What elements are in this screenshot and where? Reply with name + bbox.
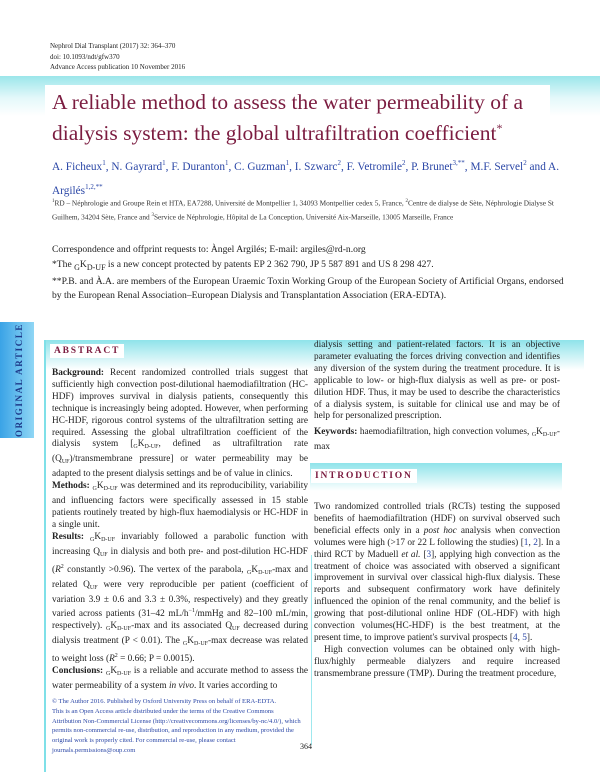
text-run: * <box>496 121 503 135</box>
journal-citation: Nephrol Dial Transplant (2017) 32: 364–370 <box>50 42 176 50</box>
text-run: et al. <box>401 549 421 560</box>
text-run: G <box>105 671 111 678</box>
text-run: UF <box>232 626 240 633</box>
intro-paragraph-1 <box>314 502 560 645</box>
text-run: Two randomized controlled trials (RCTs) testing the supposed benefits of haemodiafiltration (HDF) on survival observed such beneficial effects only in a <box>314 502 560 536</box>
text-run: Results: <box>52 531 85 542</box>
introduction-text <box>314 502 560 681</box>
text-run: , C. Guzman <box>228 160 286 173</box>
text-run: ], applying high convection as the treatment of choice was associated with observed a significant improvement in survival over classical high-flux dialysis. These reports and subsequent confirmatory work have definitely influenced the opinion of the renal community, and the belief is growing that post-dilutional online HDF (OL-HDF) with high convection volumes(HC-HDF) is the best treatment, at the present time, to improve patient's survival prospects [ <box>314 549 560 643</box>
text-run: K <box>94 531 102 542</box>
text-run: , N. Gayrard <box>105 160 163 173</box>
text-run: ]. In a third RCT by Maduell <box>314 537 560 560</box>
text-run: 1 <box>52 199 55 204</box>
text-run: , M.F. Servel <box>464 160 524 173</box>
text-run: 2 <box>405 199 409 204</box>
text-run: G <box>133 444 138 451</box>
reference-link[interactable]: 4 <box>512 632 518 643</box>
text-run: , <box>528 537 534 548</box>
doi[interactable]: doi: 10.1093/ndt/gfw370 <box>50 52 120 61</box>
text-run: , I. Szwarc <box>289 160 338 173</box>
text-run: **P.B. and À.A. are members of the European Uraemic Toxin Working Group of the European Society of Artificial Organs, endorsed by the European Renal Association–European Dialysis and Transplantation Association (ERA-EDTA). <box>52 275 564 302</box>
text-run: UF <box>89 584 98 591</box>
text-run: UF <box>61 459 70 466</box>
text-run: -max and its associated Q <box>131 621 233 632</box>
text-run: ]. <box>526 632 533 643</box>
journal-header <box>50 41 185 73</box>
abstract-conclusions-continued <box>314 340 560 423</box>
text-run: K <box>251 564 259 575</box>
text-run: R <box>109 654 115 665</box>
introduction-heading: INTRODUCTION <box>311 469 417 483</box>
text-run: D-UF <box>117 626 132 633</box>
abstract-results <box>52 532 308 666</box>
text-run: were very reproducible per patient (coefficient of variation 3.9 ± 0.6 and 3.3 ± 0.3%, respectively) and they greatly varied across patients (31–42 mL/h <box>52 579 308 620</box>
text-run: D-UF <box>103 486 118 493</box>
text-run: D-UF <box>86 262 106 272</box>
text-run: . It varies according to <box>194 681 278 692</box>
text-run: G <box>90 536 95 543</box>
text-run: 1 <box>102 159 106 167</box>
text-run: -max <box>314 427 560 453</box>
text-run: decreased during dialysis treatment (P < 0.01). The <box>52 621 308 647</box>
advance-access-date: Advance Access publication 10 November 2016 <box>50 63 186 71</box>
text-run: Conclusions: <box>52 666 104 677</box>
text-run: K <box>536 427 543 438</box>
text-run: Recent randomized controlled trials suggest that sufficiently high convection post-dilutional haemodiafiltration (HC-HDF) improves survival in dialysis patients, consequently this technique is increasingly being adopted. However, when performing HC-HDF, rigorous control systems of the ultrafiltration setting are required. Assessing the global ultrafiltration coefficient of the dialysis system [ <box>52 368 308 450</box>
text-run: = 0.66; P = 0.0015). <box>117 654 195 665</box>
license-footer <box>52 697 302 756</box>
abstract-left-column <box>52 368 308 693</box>
text-run: 2 <box>337 159 341 167</box>
abstract-divider <box>308 555 312 745</box>
text-run: , P. Brunet <box>405 160 453 173</box>
intro-paragraph-2 <box>314 645 560 681</box>
article-type-label: ORIGINAL ARTICLE <box>14 322 24 438</box>
text-run: Background: <box>52 368 105 378</box>
text-run: A reliable method to assess the water permeability of a dialysis system: the global ultrafiltration coefficient <box>52 90 524 146</box>
text-run: invariably followed a parabolic function with increasing Q <box>52 531 308 557</box>
text-run: 1 <box>225 159 229 167</box>
text-run: D-UF <box>101 536 116 543</box>
abstract-right-column <box>314 340 560 454</box>
text-run: Correspondence and offprint requests to: Àngel Argilés; E-mail: argiles@rd-n.org <box>52 244 366 255</box>
text-run: A. Ficheux <box>52 160 103 173</box>
text-run: 3,** <box>452 159 465 167</box>
text-run: 1 <box>162 159 166 167</box>
text-run: R <box>55 564 61 575</box>
article-type-tab <box>0 322 34 438</box>
license-text[interactable]: This is an Open Access article distributed under the terms of the Creative Commons Attribution Non-Commercial License (http://creativecommons.org/licenses/by-nc/4.0/), which permits non-commercial re-use, distribution, and reproduction in any medium, provided the original work is properly cited. For commercial re-use, please contact journals.permissions@oup.com <box>52 707 301 754</box>
text-run: K <box>79 258 87 270</box>
text-run: analysis when convection volumes were high (>17 or 22 L following the studies) [ <box>314 525 560 548</box>
abstract-heading: ABSTRACT <box>50 344 124 358</box>
text-run: haemodiafiltration, high convection volumes, <box>357 427 532 438</box>
reference-link[interactable]: 2 <box>533 537 538 548</box>
text-run: -max and related Q <box>52 564 308 590</box>
text-run: 2 <box>60 563 64 570</box>
text-run: and A. Argilés <box>52 160 560 197</box>
text-run: 3 <box>151 212 154 218</box>
reference-link[interactable]: 5 <box>522 632 527 643</box>
text-run: constantly >0.96). The vertex of the parabola, <box>63 564 247 575</box>
text-run: *The <box>52 258 75 270</box>
text-run: G <box>531 432 537 439</box>
text-run: , defined as ultrafiltration rate (Q <box>52 439 308 465</box>
text-run: D-UF <box>542 432 557 439</box>
text-run: −1 <box>188 608 195 615</box>
text-run: RD – Néphrologie and Groupe Rein et HTA, EA7288, Université de Montpellier 1, 34093 Montpellier cedex 5, France, <box>54 198 406 208</box>
copyright-notice: © The Author 2016. Published by Oxford University Press on behalf of ERA-EDTA. <box>52 698 277 705</box>
affiliations <box>52 196 572 224</box>
text-run: K <box>137 439 145 450</box>
text-run: G <box>247 569 252 576</box>
text-run: is a new concept protected by patents EP 2 362 790, JP 5 587 891 and US 8 298 427. <box>105 258 434 270</box>
reference-link[interactable]: 1 <box>523 537 529 548</box>
text-run: G <box>106 626 111 633</box>
text-run: dialysis setting and patient-related factors. It is an objective parameter evaluating the forces driving convection and identifies any diversion of the system during the treatment procedure. It is applicable to low- or high-flux dialysis as well as pre- or post-dilution HDF. Thus, it may be used to describe the characteristics of a dialysis system, is suitable for clinical use and may be of help for personalized prescription. <box>314 340 560 422</box>
reference-link[interactable]: 3 <box>426 549 432 560</box>
correspondence-notes <box>52 243 572 304</box>
text-run: was determined and its reproducibility, variability and influencing factors were specifically assessed in 15 stable patients routinely treated by high-flux haemodialysis or HC-HDF in a single unit. <box>52 481 308 530</box>
text-run: Keywords: <box>314 427 358 438</box>
text-run: UF <box>99 551 108 558</box>
text-run: 2 <box>523 159 527 167</box>
article-title <box>52 89 552 146</box>
text-run: High convection volumes can be obtained only with high-flux/highly permeable dialyzers and require increased transmembrane pressure (TMP). During the treatment procedure, <box>314 644 560 679</box>
text-run: 2 <box>401 159 406 167</box>
abstract-methods <box>52 481 308 532</box>
text-run: D-UF <box>144 444 159 451</box>
text-run: 1 <box>285 159 290 167</box>
text-run: [ <box>420 549 427 560</box>
text-run: Centre de dialyse de Sète, Néphrologie Dialyse St Guilhem, 34204 Sète, France and <box>52 198 554 222</box>
text-run: in vivo <box>168 681 194 692</box>
abstract-background <box>52 368 308 481</box>
text-run: 2 <box>114 653 118 660</box>
text-run: Methods: <box>52 481 90 492</box>
text-run: K <box>110 621 118 632</box>
text-run: K <box>96 481 104 492</box>
text-run: G <box>182 641 188 648</box>
text-run: G <box>74 262 80 272</box>
text-run: post hoc <box>423 525 457 536</box>
page-number: 364 <box>300 742 312 751</box>
text-run: )/transmembrane pressure] or water permeability may be adapted to the present dialysis settings and be of value in clinics. <box>52 454 308 480</box>
abstract-conclusions <box>52 666 308 693</box>
text-run: in dialysis and both pre- and post-dilution HC-HDF ( <box>52 546 308 575</box>
text-run: , F. Duranton <box>165 160 226 173</box>
text-run: D-UF <box>258 569 273 576</box>
text-run: D-UF <box>117 671 132 678</box>
text-run: K <box>187 636 194 647</box>
keywords <box>314 427 560 454</box>
text-run: D-UF <box>193 641 208 648</box>
text-run: Service de Néphrologie, Hôpital de La Conception, Université Aix-Marseille, 13005 Marseille, France <box>154 212 454 222</box>
text-run: K <box>110 666 118 677</box>
text-run: , F. Vetromile <box>340 160 402 173</box>
author-list[interactable] <box>52 153 572 201</box>
text-run: , <box>517 632 523 643</box>
text-run: 1,2,** <box>85 182 103 191</box>
text-run: G <box>92 486 97 493</box>
text-run: is a reliable and accurate method to assess the water permeability of a system <box>52 666 309 692</box>
text-run: -max decrease was related to weight loss ( <box>52 636 308 665</box>
text-run: /mmHg and 82–100 mL/min, respectively). <box>52 609 309 632</box>
